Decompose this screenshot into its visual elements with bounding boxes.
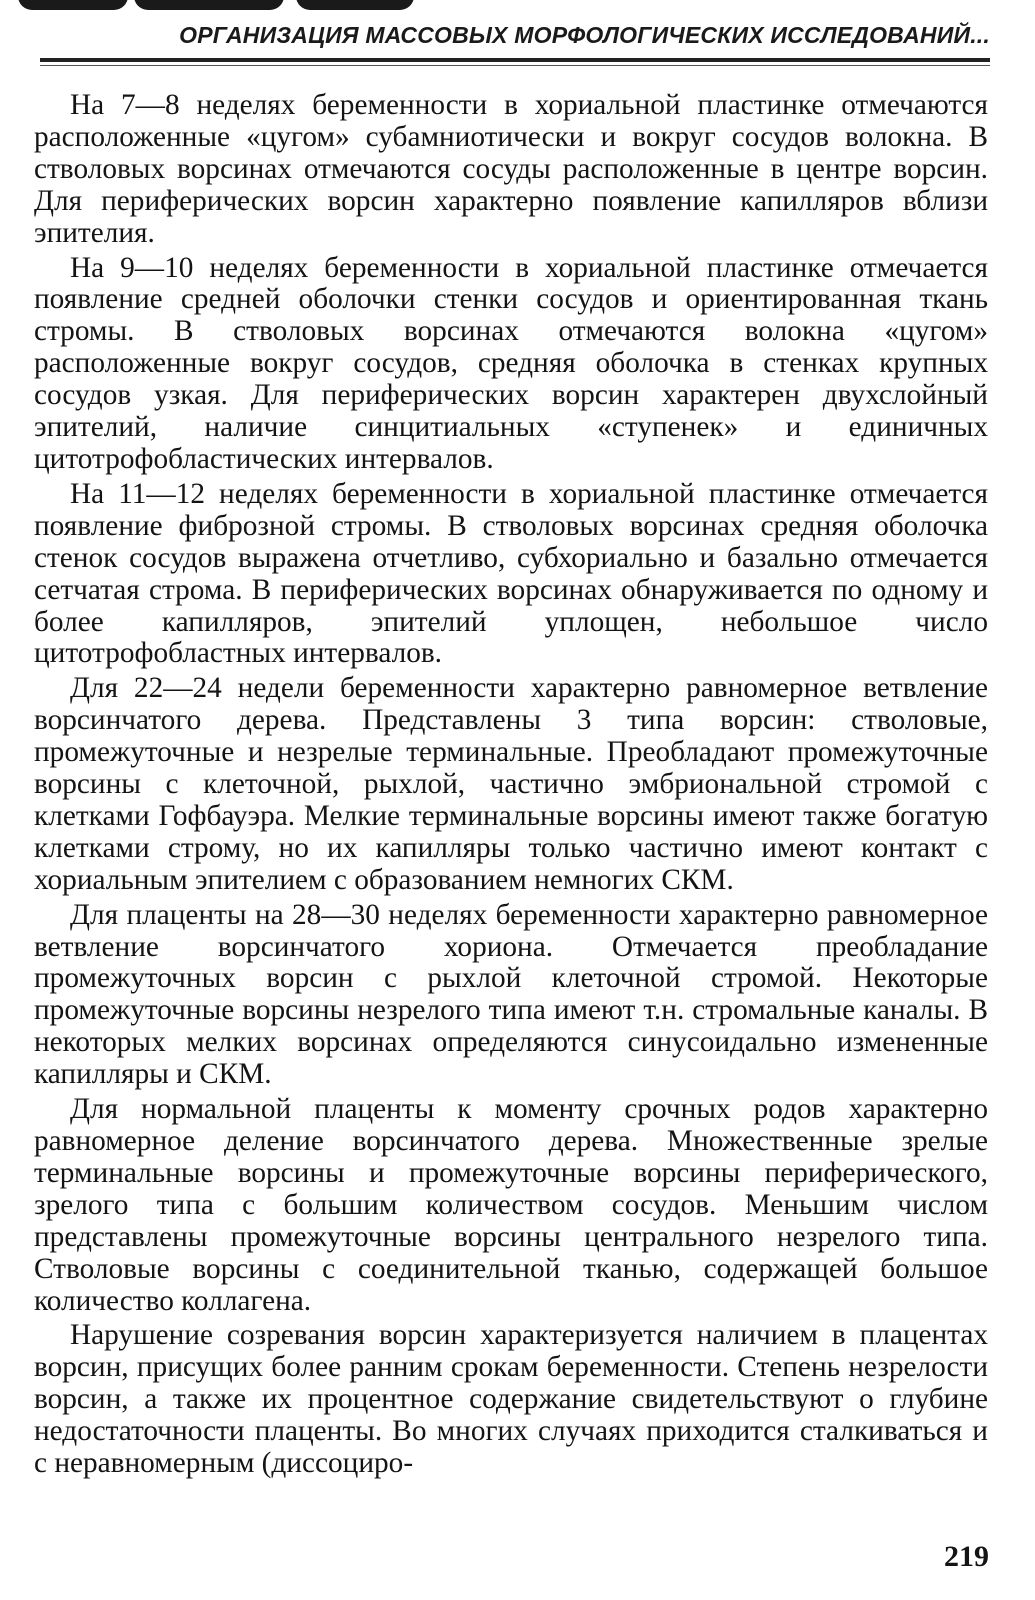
running-title: ОРГАНИЗАЦИЯ МАССОВЫХ МОРФОЛОГИЧЕСКИХ ИССЛЕДОВАНИЙ... [179,22,990,48]
paragraph: На 9—10 неделях беременности в хориальной пластинке отмечается появление средней оболочки стенки сосудов и ориентированная ткань стромы. В стволовых ворсинах отмечаются волокна «цугом» расположенные вокруг сосудов, средняя оболочка в стенках крупных сосудов узкая. Для периферических ворсин характерен двухслойный эпителий, наличие синцитиальных «ступенек» и единичных цитотрофобластических интервалов. [34,251,988,475]
body-text [34,90,988,1483]
paragraph: Для нормальной плаценты к моменту срочных родов характерно равномерное деление ворсинчатого дерева. Множественные зрелые терминальные ворсины и промежуточные ворсины периферического, зрелого типа с большим количеством сосудов. Меньшим числом представлены промежуточные ворсины центрального незрелого типа. Стволовые ворсины с соединительной тканью, содержащей большое количество коллагена. [34,1093,988,1317]
paragraph: Для плаценты на 28—30 неделях беременности характерно равномерное ветвление ворсинчатого хориона. Отмечается преобладание промежуточных ворсин с рыхлой клеточной стромой. Некоторые промежуточные ворсины незрелого типа имеют т.н. стромальные каналы. В некоторых мелких ворсинах определяются синусоидально измененные капилляры и СКМ. [34,898,988,1091]
top-tab-mark [296,0,414,10]
page-top-edge-marks [0,0,1035,12]
top-tab-mark [134,0,284,10]
paragraph: Нарушение созревания ворсин характеризуется наличием в плацентах ворсин, присущих более ранним срокам беременности. Степень незрелости ворсин, а также их процентное содержание свидетельствуют о глубине недостаточности плаценты. Во многих случаях приходится сталкиваться и с неравномерным (диссоциро- [34,1319,988,1480]
paragraph: На 7—8 неделях беременности в хориальной пластинке отмечаются расположенные «цугом» субамниотически и вокруг сосудов волокна. В стволовых ворсинах отмечаются сосуды расположенные в центре ворсин. Для периферических ворсин характерно появление капилляров вблизи эпителия. [34,89,988,249]
top-tab-mark [18,0,128,10]
header-rule [40,58,990,62]
page-header [40,20,990,72]
page-number: 219 [944,1540,989,1573]
paragraph: Для 22—24 недели беременности характерно равномерное ветвление ворсинчатого дерева. Представлены 3 типа ворсин: стволовые, промежуточные и незрелые терминальные. Преобладают промежуточные ворсины с клеточной, рыхлой, частично эмбриональной стромой с клетками Гофбауэра. Мелкие терминальные ворсины имеют также богатую клетками строму, но их капилляры только частично имеют контакт с хориальным эпителием с образованием немногих СКМ. [34,672,988,896]
header-rule-thin [40,65,990,66]
paragraph: На 11—12 неделях беременности в хориальной пластинке отмечается появление фиброзной стромы. В стволовых ворсинах средняя оболочка стенок сосудов выражена отчетливо, субхориально и базально отмечается сетчатая строма. В периферических ворсинах обнаруживается по одному и более капилляров, эпителий уплощен, небольшое число цитотрофобластных интервалов. [34,477,988,670]
